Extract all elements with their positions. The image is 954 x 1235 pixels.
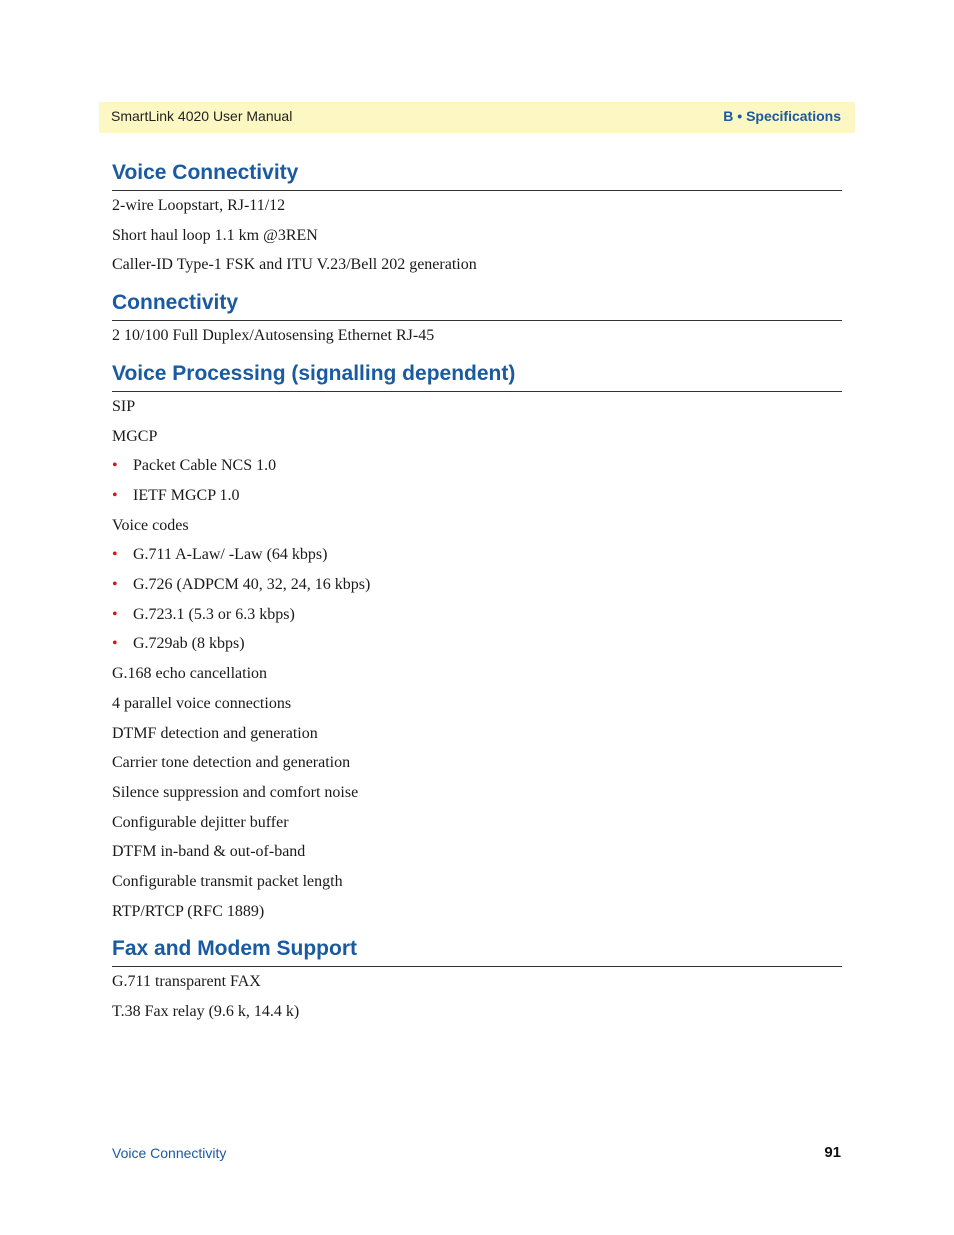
section-voice-processing bbox=[112, 359, 842, 927]
section-voice-connectivity bbox=[112, 158, 842, 280]
spec-item: 2 10/100 Full Duplex/Autosensing Ethernet RJ-45 bbox=[112, 327, 435, 345]
spec-item: T.38 Fax relay (9.6 k, 14.4 k) bbox=[112, 1003, 300, 1021]
bullet-icon: • bbox=[112, 546, 118, 564]
page-number: 91 bbox=[824, 1144, 841, 1161]
section-title: Connectivity bbox=[112, 288, 842, 321]
bullet-item: • G.729ab (8 kbps) bbox=[112, 629, 842, 659]
page-content bbox=[112, 158, 842, 1035]
bullet-item: • IETF MGCP 1.0 bbox=[112, 481, 842, 511]
section-connectivity bbox=[112, 288, 842, 351]
bullet-item: • G.711 A-Law/ -Law (64 kbps) bbox=[112, 540, 842, 570]
spec-item: Silence suppression and comfort noise bbox=[112, 783, 359, 801]
chapter-label: B • Specifications bbox=[723, 108, 841, 124]
spec-item: Caller-ID Type-1 FSK and ITU V.23/Bell 202 generation bbox=[112, 256, 477, 274]
spec-item: 4 parallel voice connections bbox=[112, 694, 292, 712]
running-header bbox=[99, 102, 855, 133]
spec-item: SIP bbox=[112, 397, 136, 415]
bullet-item: • G.726 (ADPCM 40, 32, 24, 16 kbps) bbox=[112, 570, 842, 600]
bullet-icon: • bbox=[112, 605, 118, 623]
spec-item: DTFM in-band & out-of-band bbox=[112, 843, 306, 861]
spec-item: Voice codes bbox=[112, 516, 189, 534]
section-fax-modem bbox=[112, 934, 842, 1026]
bullet-item: • Packet Cable NCS 1.0 bbox=[112, 451, 842, 481]
footer-section-name: Voice Connectivity bbox=[112, 1145, 227, 1161]
spec-item: Configurable dejitter buffer bbox=[112, 813, 289, 831]
section-title: Voice Connectivity bbox=[112, 158, 842, 191]
spec-item: Short haul loop 1.1 km @3REN bbox=[112, 226, 318, 244]
spec-item: RTP/RTCP (RFC 1889) bbox=[112, 902, 265, 920]
section-title: Voice Processing (signalling dependent) bbox=[112, 359, 842, 392]
spec-item: 2-wire Loopstart, RJ-11/12 bbox=[112, 197, 286, 214]
bullet-item: • G.723.1 (5.3 or 6.3 kbps) bbox=[112, 600, 842, 630]
bullet-icon: • bbox=[112, 486, 118, 504]
spec-item: G.168 echo cancellation bbox=[112, 665, 268, 683]
spec-item: Configurable transmit packet length bbox=[112, 873, 343, 891]
bullet-icon: • bbox=[112, 457, 118, 475]
manual-title: SmartLink 4020 User Manual bbox=[111, 108, 293, 124]
spec-item: DTMF detection and generation bbox=[112, 724, 318, 742]
spec-item: MGCP bbox=[112, 427, 158, 445]
bullet-icon: • bbox=[112, 635, 118, 653]
spec-item: Carrier tone detection and generation bbox=[112, 754, 351, 772]
bullet-icon: • bbox=[112, 576, 118, 594]
spec-item: G.711 transparent FAX bbox=[112, 973, 261, 991]
section-title: Fax and Modem Support bbox=[112, 934, 842, 967]
